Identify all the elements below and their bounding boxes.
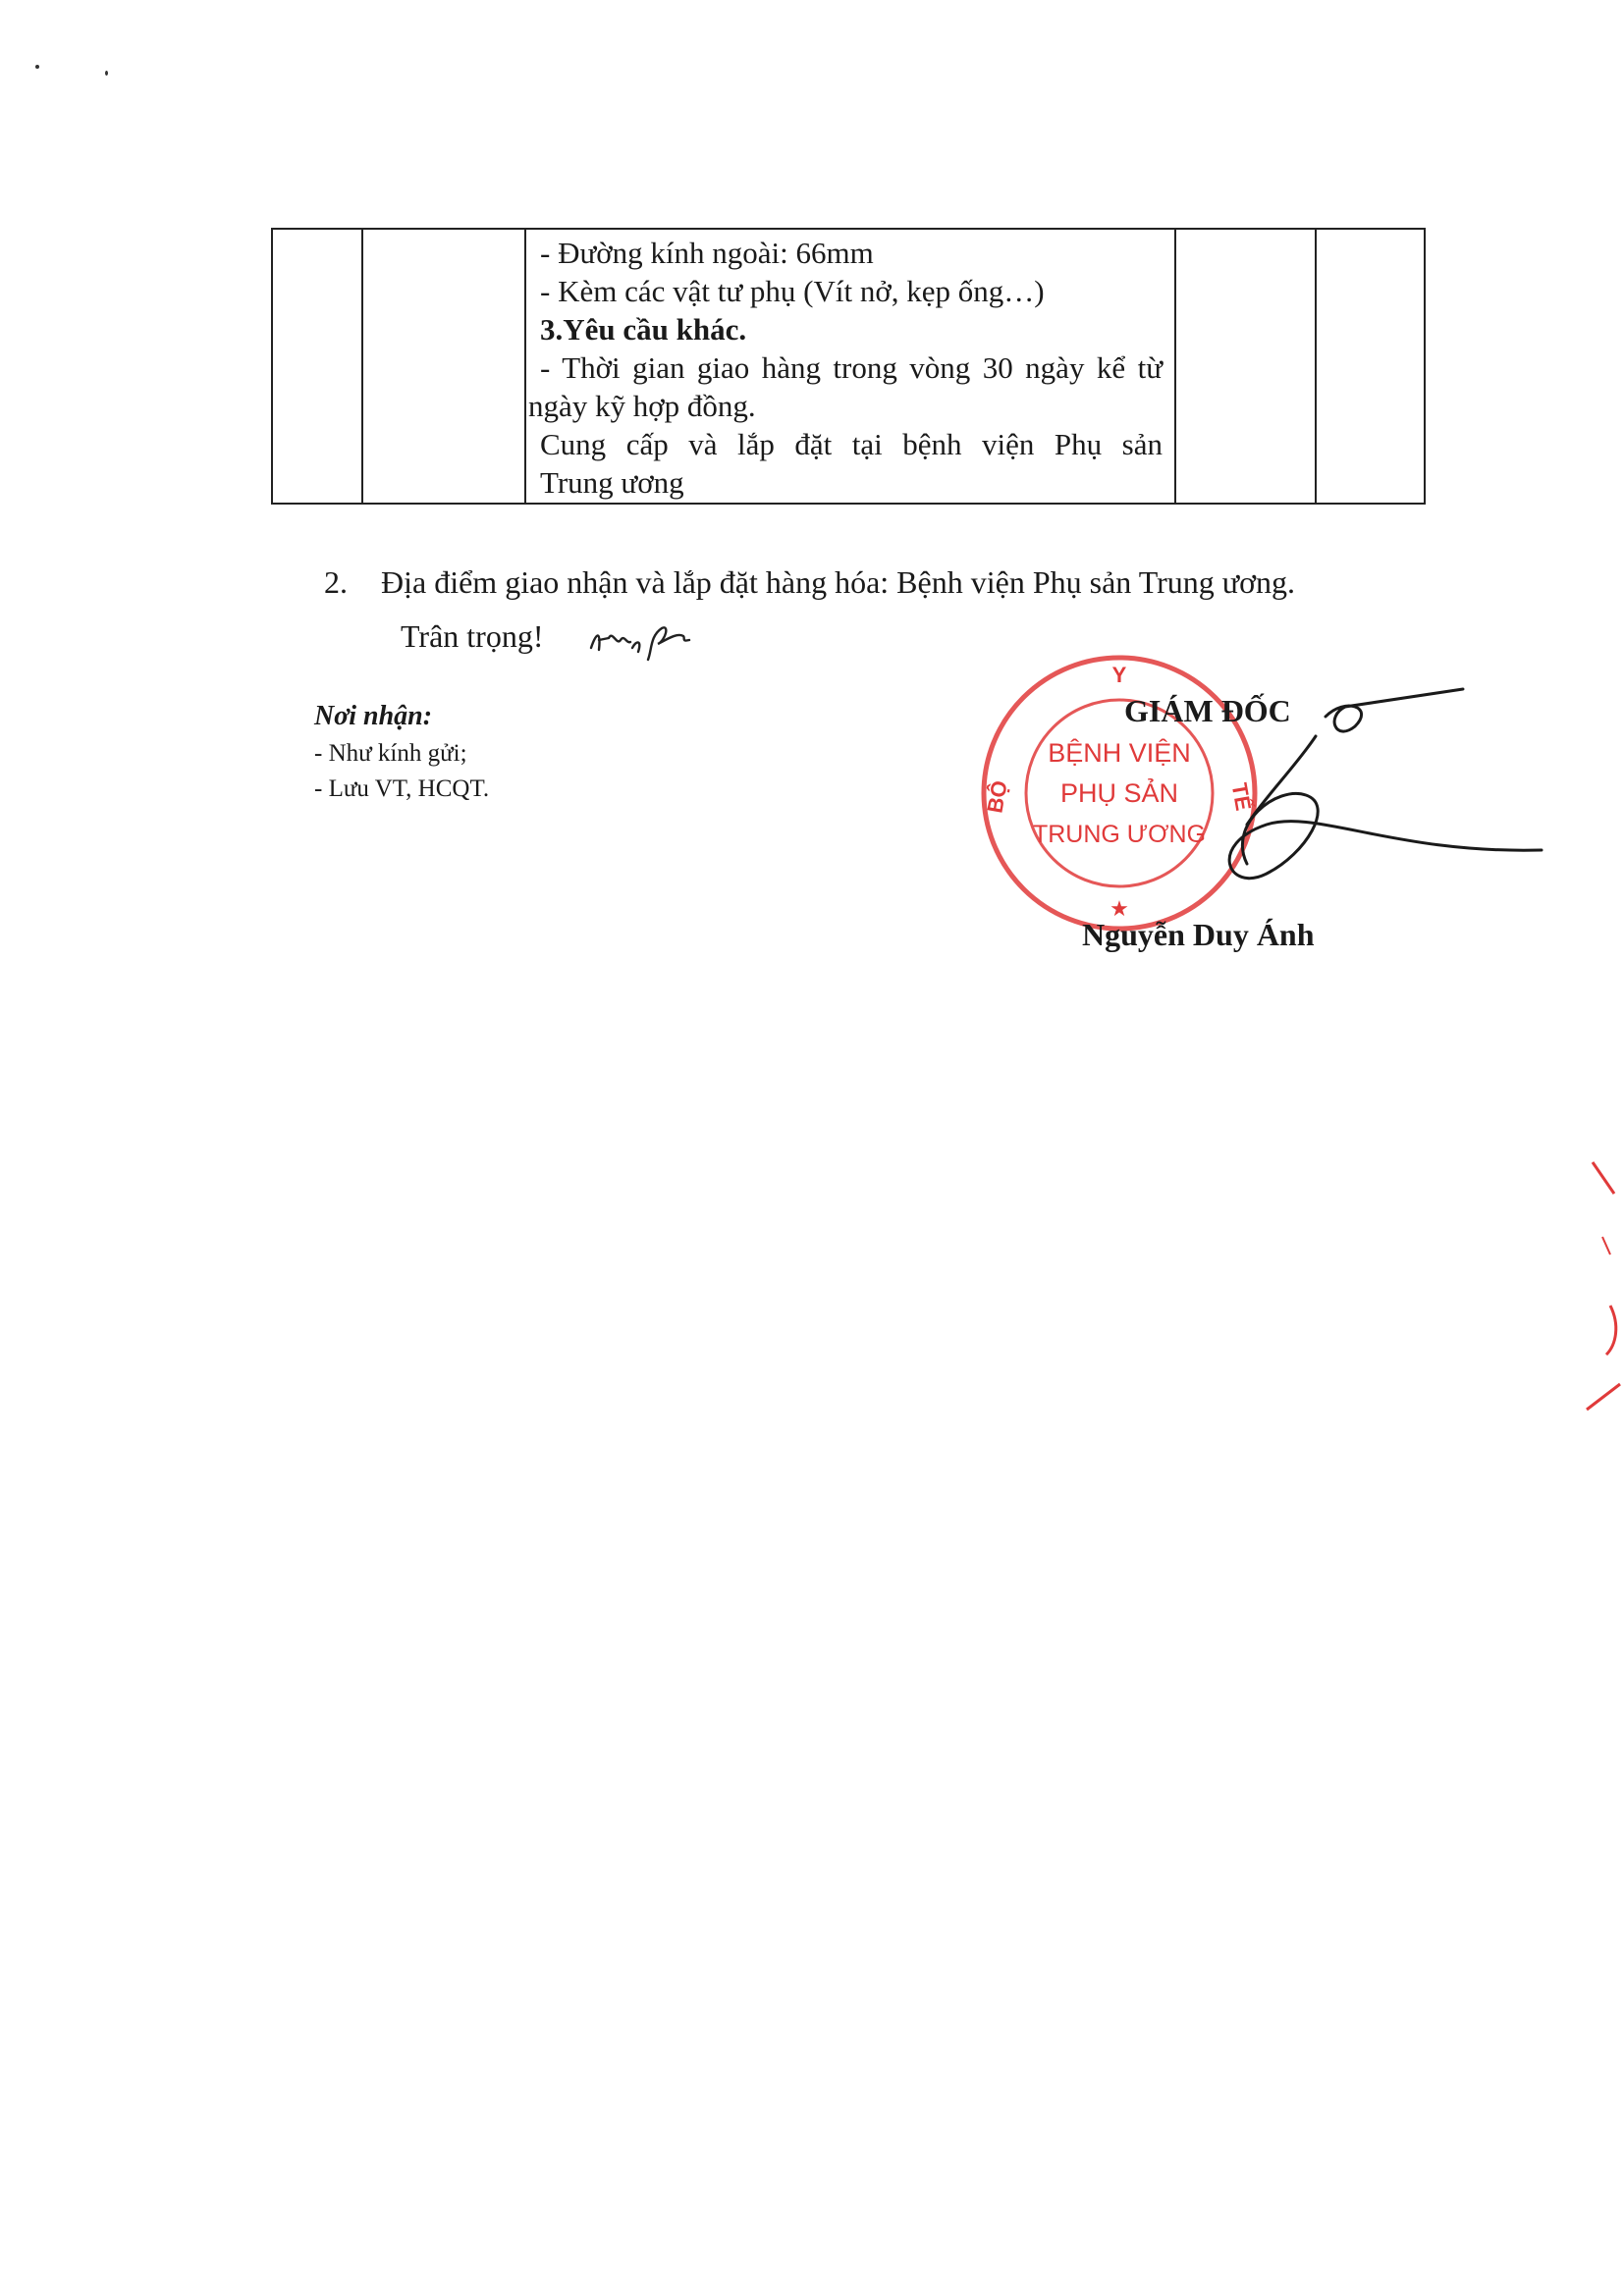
- table-cell-quantity: [1176, 230, 1317, 503]
- requirements-table: [271, 228, 1426, 505]
- svg-text:★: ★: [1110, 897, 1129, 922]
- spec-line: Trung ương: [540, 465, 684, 500]
- margin-seal-fragment-icon: [1581, 1158, 1624, 1433]
- item-2-number: 2.: [324, 564, 348, 600]
- spec-line: ngày kỹ hợp đồng.: [528, 389, 756, 423]
- spec-line: - Thời gian giao hàng trong vòng 30 ngày kể từ: [540, 350, 1163, 385]
- seal-left-text: BỘ: [982, 778, 1012, 816]
- seal-top-text: Y: [1111, 663, 1127, 687]
- closing-text: Trân trọng!: [401, 618, 544, 654]
- scan-speck: [105, 71, 108, 76]
- spec-line: Cung cấp và lắp đặt tại bệnh viện Phụ sản: [540, 427, 1163, 461]
- table-cell-item: [363, 230, 526, 503]
- seal-line-2: PHỤ SẢN: [1059, 778, 1179, 808]
- recipient-item: - Như kính gửi;: [314, 740, 467, 767]
- signer-title: GIÁM ĐỐC: [1124, 693, 1291, 728]
- seal-right-text: TẾ: [1226, 780, 1257, 813]
- table-cell-note: [1317, 230, 1424, 503]
- handwritten-initials: [587, 611, 695, 669]
- recipients-title: Nơi nhận:: [314, 701, 433, 731]
- scan-speck: [35, 65, 39, 69]
- spec-heading: 3.Yêu cầu khác.: [540, 312, 747, 347]
- table-cell-specification: [526, 230, 1176, 503]
- item-2-text: Địa điểm giao nhận và lắp đặt hàng hóa: Bệnh viện Phụ sản Trung ương.: [381, 564, 1296, 600]
- spec-line: - Kèm các vật tư phụ (Vít nở, kẹp ống…): [540, 274, 1045, 308]
- handwritten-signature: [1080, 677, 1551, 913]
- spec-line: - Đường kính ngoài: 66mm: [540, 236, 874, 270]
- signer-name: Nguyễn Duy Ánh: [1082, 917, 1315, 952]
- table-cell-no: [273, 230, 363, 503]
- recipient-item: - Lưu VT, HCQT.: [314, 775, 490, 802]
- seal-line-3: TRUNG ƯƠNG: [1032, 821, 1207, 848]
- seal-line-1: BỆNH VIỆN: [1048, 738, 1191, 768]
